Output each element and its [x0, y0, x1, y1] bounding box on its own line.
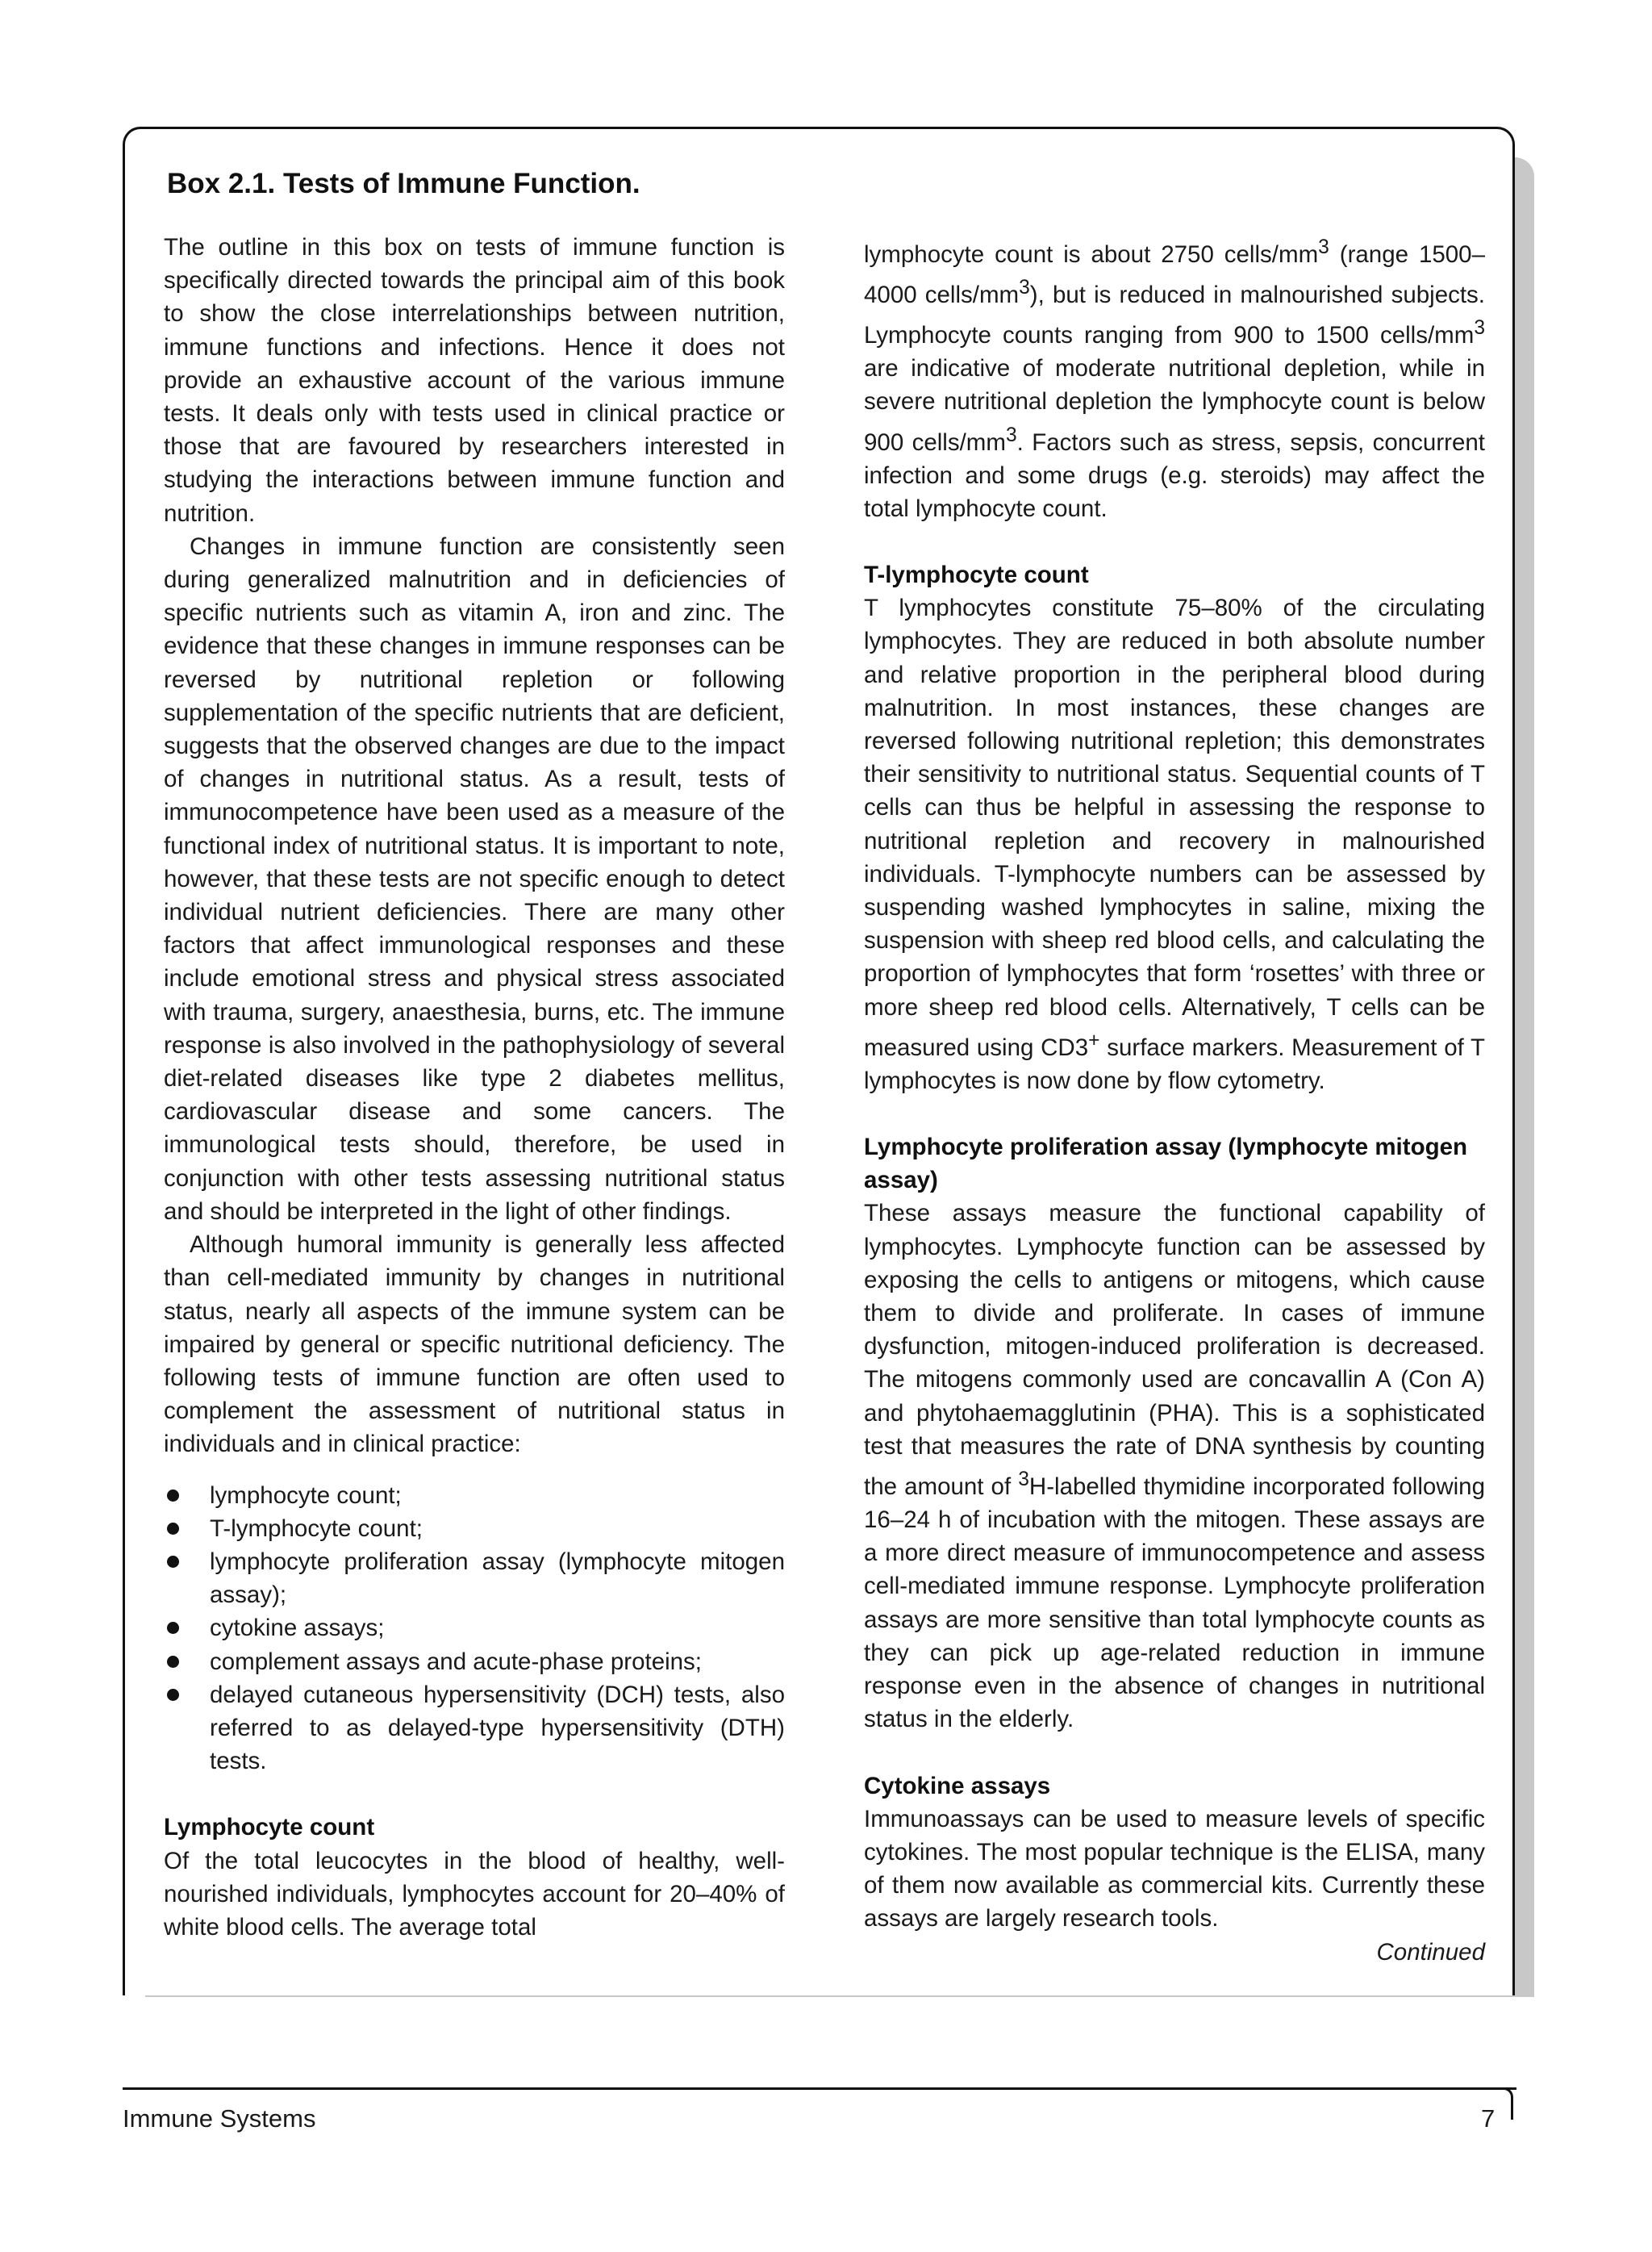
running-footer-title: Immune Systems [123, 2104, 316, 2133]
list-item: complement assays and acute-phase proteins; [164, 1645, 785, 1678]
t-lymphocyte-heading: T-lymphocyte count [864, 561, 1089, 588]
list-item: cytokine assays; [164, 1611, 785, 1644]
cytokine-heading: Cytokine assays [864, 1772, 1051, 1799]
text-box [123, 127, 1515, 1995]
list-item: T-lymphocyte count; [164, 1512, 785, 1545]
cytokine-text: Immunoassays can be used to measure levels of specific cytokines. The most popular technique is the ELISA, many of them now available as commercial kits. Currently these assays are largely research tools. [864, 1805, 1485, 1932]
page-number: 7 [1481, 2104, 1496, 2133]
tests-list [164, 1479, 785, 1778]
proliferation-heading: Lymphocyte proliferation assay (lymphocyte mitogen assay) [864, 1134, 1468, 1194]
changes-paragraph: Changes in immune function are consistently seen during generalized malnutrition and in deficiencies of specific nutrients such as vitamin A, iron and zinc. The evidence that these changes in immune responses can be reversed by nutritional repletion or following supplementation of the specific nutrients that are deficient, suggests that the observed changes are due to the impact of changes in nutritional status. As a result, tests of immunocompetence have been used as a measure of the functional index of nutritional status. It is important to note, however, that these tests are not specific enough to detect individual nutrient deficiencies. There are many other factors that affect immunological responses and these include emotional stress and physical stress associated with trauma, surgery, anaesthesia, burns, etc. The immune response is also involved in the pathophysiology of several diet-related diseases like type 2 diabetes mellitus, cardiovascular disease and some cancers. The immunological tests should, therefore, be used in conjunction with other tests assessing nutritional status and should be interpreted in the light of other findings. [164, 533, 785, 1225]
right-column [864, 231, 1485, 1969]
list-item: lymphocyte proliferation assay (lymphocyte mitogen assay); [164, 1545, 785, 1611]
lymphocyte-count-continued: lymphocyte count is about 2750 cells/$mm^3$ (range 1500–4000 cells/$mm^3$), but is reduced in malnourished subjects. Lymphocyte counts ranging from 900 to 1500 cells/$mm^3$ are indicative of moderate nutritional depletion, while in severe nutritional depletion the lymphocyte count is below 900 cells/$mm^3$. Factors such as stress, sepsis, concurrent infection and some drugs (e.g. steroids) may affect the total lymphocyte count. [864, 236, 1486, 522]
list-item: delayed cutaneous hypersensitivity (DCH) tests, also referred to as delayed-type hypersensitivity (DTH) tests. [164, 1678, 785, 1778]
left-column [164, 231, 785, 1944]
footer-rule [123, 2087, 1516, 2090]
proliferation-text: These assays measure the functional capability of lymphocytes. Lymphocyte function can be assessed by exposing the cells to antigens or mitogens, which cause them to divide and proliferate. In cases of immune dysfunction, mitogen-induced proliferation is decreased. The mitogens commonly used are concavallin A (Con A) and phytohaemagglutinin (PHA). This is a sophisticated test that measures the rate of DNA synthesis by counting the amount of $^3$H-labelled thymidine incorporated following 16–24 h of incubation with the mitogen. These assays are a more direct measure of immunocompetence and assess cell-mediated immune response. Lymphocyte proliferation assays are more sensitive than total lymphocyte counts as they can pick up age-related reduction in immune response even in the absence of changes in nutritional status in the elderly. [864, 1200, 1485, 1733]
footer-hook [1502, 2087, 1513, 2120]
t-lymphocyte-text: T lymphocytes constitute 75–80% of the circulating lymphocytes. They are reduced in both absolute number and relative proportion in the peripheral blood during malnutrition. In most instances, these changes are reversed following nutritional repletion; this demonstrates their sensitivity to nutritional status. Sequential counts of T cells can thus be helpful in assessing the response to nutritional repletion and recovery in malnourished individuals. T-lymphocyte numbers can be assessed by suspending washed lymphocytes in saline, mixing the suspension with sheep red blood cells, and calculating the proportion of lymphocytes that form ‘rosettes’ with three or more sheep red blood cells. Alternatively, T cells can be measured using CD3+ surface markers. Measurement of T lymphocytes is now done by flow cytometry. [864, 595, 1485, 1094]
box-title: Box 2.1. Tests of Immune Function. [167, 168, 640, 199]
list-item: lymphocyte count; [164, 1479, 785, 1512]
humoral-paragraph: Although humoral immunity is generally less affected than cell-mediated immunity by changes in nutritional status, nearly all aspects of the immune system can be impaired by general or specific nutritional deficiency. The following tests of immune function are often used to complement the assessment of nutritional status in individuals and in clinical practice: [164, 1231, 785, 1458]
lymphocyte-count-heading: Lymphocyte count [164, 1814, 375, 1841]
lymphocyte-count-text: Of the total leucocytes in the blood of healthy, well-nourished individuals, lymphocytes account for 20–40% of white blood cells. The average total [164, 1847, 785, 1941]
intro-paragraph: The outline in this box on tests of immune function is specifically directed towards the principal aim of this book to show the close interrelationships between nutrition, immune functions and infections. Hence it does not provide an exhaustive account of the various immune tests. It deals only with tests used in clinical practice or those that are favoured by researchers interested in studying the interactions between immune function and nutrition. [164, 234, 785, 527]
continued-label: Continued [1376, 1938, 1485, 1966]
